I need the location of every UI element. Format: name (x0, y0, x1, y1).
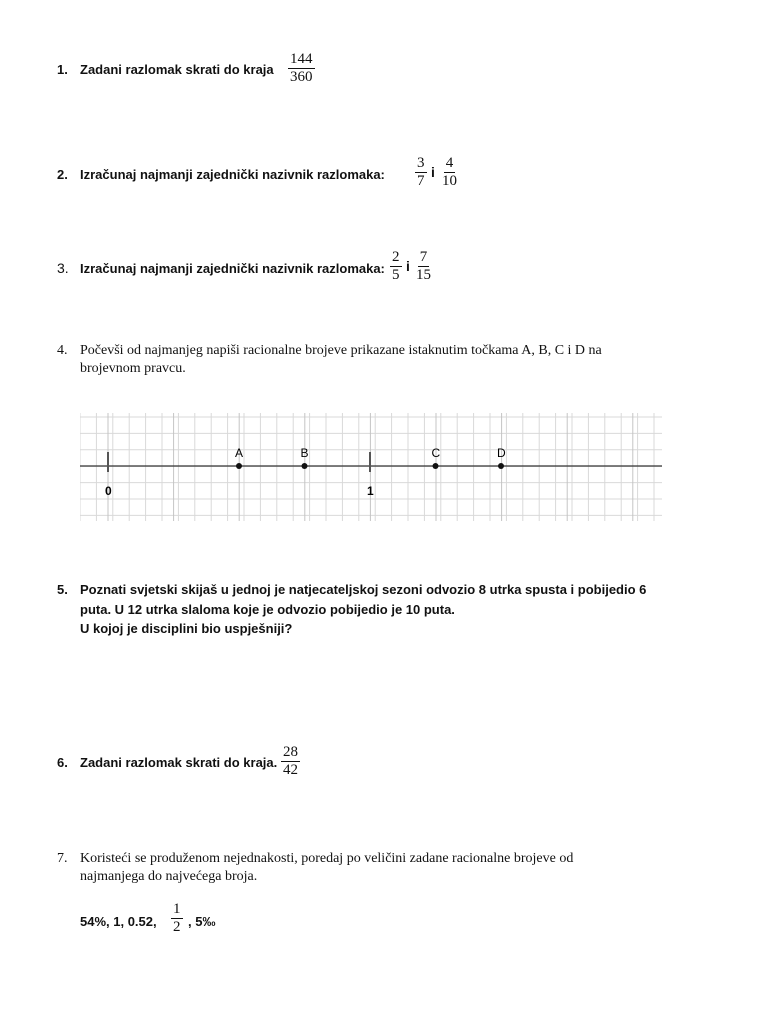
q1-numerator: 144 (290, 51, 313, 67)
q4-number: 4. (57, 343, 68, 358)
q2-frac2-numerator: 4 (445, 155, 454, 171)
q7-line-1: Koristeći se produženom nejednakosti, poredaj po veličini zadane racionalne brojeve od (80, 851, 574, 866)
point-C (433, 463, 439, 469)
q3-frac1-numerator: 2 (392, 249, 400, 265)
q7-fraction (171, 901, 183, 936)
q3-frac1-denominator: 5 (392, 267, 400, 283)
q3-conjunction: i (406, 258, 410, 274)
q6-number: 6. (57, 755, 68, 770)
q5-line-2: puta. U 12 utrka slaloma koje je odvozio pobijedio je 10 puta. (80, 602, 455, 617)
q6-denominator: 42 (283, 762, 298, 778)
q2-text: Izračunaj najmanji zajednički nazivnik razlomaka: (80, 167, 385, 182)
q6-fraction (281, 744, 300, 779)
q6-numerator: 28 (283, 744, 298, 760)
q6-text: Zadani razlomak skrati do kraja. (80, 755, 278, 770)
q1-fraction (288, 51, 315, 86)
q3-frac2-denominator: 15 (416, 267, 431, 283)
tick-label-0: 0 (105, 484, 112, 498)
q2-fraction-2 (440, 155, 459, 190)
q2-frac1-numerator: 3 (417, 155, 425, 171)
point-D (498, 463, 504, 469)
q2-conjunction: i (431, 164, 435, 180)
q3-text: Izračunaj najmanji zajednički nazivnik razlomaka: (80, 261, 385, 276)
q7-line-2: najmanjega do najvećega broja. (80, 869, 258, 884)
q1-number: 1. (57, 62, 68, 77)
q7-values-suffix: , 5‰ (188, 914, 216, 929)
q1-text: Zadani razlomak skrati do kraja (80, 62, 274, 77)
q7-denominator: 2 (173, 919, 181, 935)
q2-frac2-denominator: 10 (442, 173, 457, 189)
q2-number: 2. (57, 167, 68, 182)
tick-label-1: 1 (367, 484, 374, 498)
q3-fraction-1 (390, 249, 402, 284)
q5-line-1: Poznati svjetski skijaš u jednoj je natjecateljskoj sezoni odvozio 8 utrka spusta i pobijedio 6 (80, 582, 647, 597)
q1-denominator: 360 (290, 69, 313, 85)
q3-number: 3. (57, 260, 69, 276)
q7-values-prefix: 54%, 1, 0.52, (80, 914, 157, 929)
q7-number: 7. (57, 851, 68, 866)
q4-line-2: brojevnom pravcu. (80, 361, 186, 376)
q5-number: 5. (57, 582, 68, 597)
point-label-B: B (300, 446, 309, 460)
number-line (80, 413, 662, 521)
point-A (236, 463, 242, 469)
q3-fraction-2 (414, 249, 433, 284)
q5-line-3: U kojoj je disciplini bio uspješniji? (80, 621, 293, 636)
q3-frac2-numerator: 7 (419, 249, 428, 265)
point-label-A: A (235, 446, 244, 460)
q2-frac1-denominator: 7 (417, 173, 425, 189)
point-label-C: C (431, 446, 441, 460)
q2-fraction-1 (415, 155, 427, 190)
point-label-D: D (497, 446, 506, 460)
point-B (302, 463, 308, 469)
q7-numerator: 1 (173, 901, 181, 917)
q4-line-1: Počevši od najmanjeg napiši racionalne brojeve prikazane istaknutim točkama A, B, C i D na (80, 343, 602, 358)
